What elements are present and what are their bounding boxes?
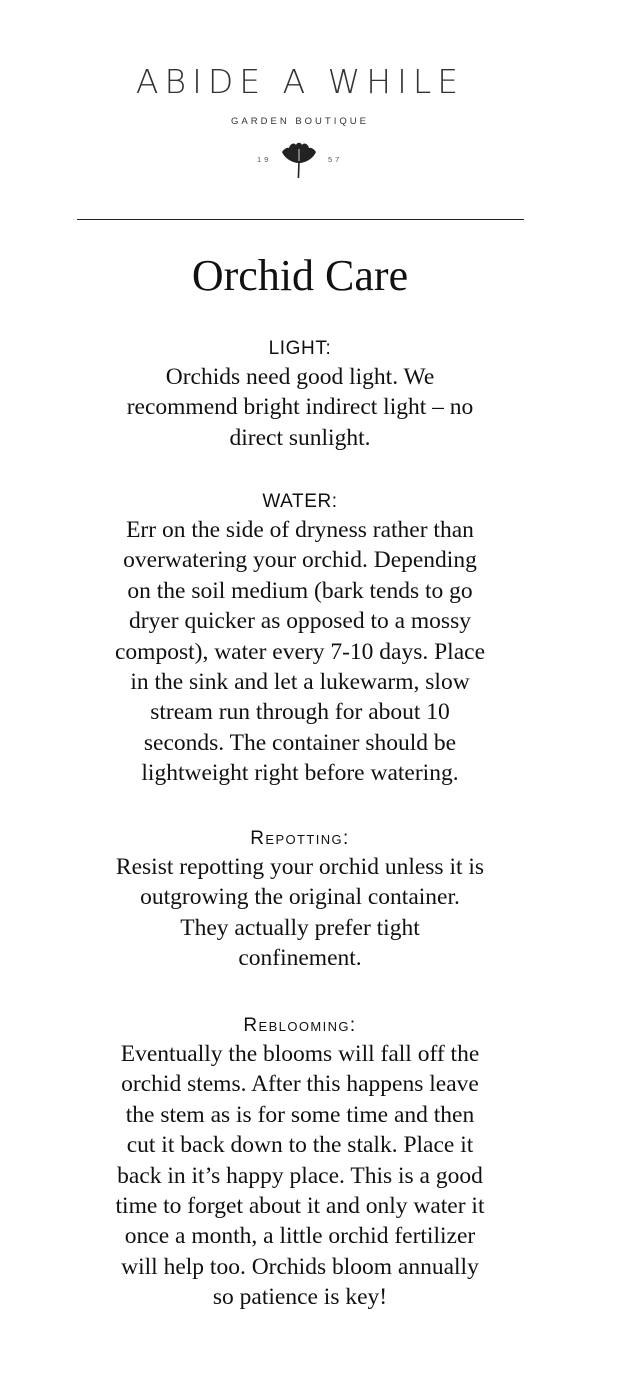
text-line: time to forget about it and only water it (115, 1193, 485, 1220)
brand-year-left: 19 (257, 155, 272, 164)
section-reblooming (80, 1013, 520, 1313)
text-line: outgrowing the original container. (140, 884, 460, 911)
text-line: orchid stems. After this happens leave (121, 1071, 479, 1098)
ginkgo-leaf-icon (281, 141, 317, 179)
section-water (80, 489, 520, 789)
text-line: stream run through for about 10 (150, 699, 450, 726)
text-line: confinement. (238, 945, 362, 972)
text-line: seconds. The container should be (143, 729, 457, 756)
page-title: Orchid Care (191, 251, 409, 300)
text-line: lightweight right before watering. (141, 760, 459, 787)
section-repotting (80, 826, 520, 974)
section-heading-water: WATER: (262, 491, 338, 512)
section-heading-repotting: Repotting: (250, 828, 350, 849)
brand-tagline: GARDEN BOUTIQUE (231, 116, 369, 127)
text-line: overwatering your orchid. Depending (123, 547, 477, 574)
brand-name: ABIDE A WHILE (135, 62, 465, 101)
text-line: Orchids need good light. We (165, 364, 435, 390)
section-heading-reblooming: Reblooming: (243, 1015, 357, 1036)
text-line: Err on the side of dryness rather than (126, 517, 474, 543)
text-line: the stem as is for some time and then (125, 1101, 475, 1128)
text-line: will help too. Orchids bloom annually (121, 1253, 479, 1280)
text-line: back in it’s happy place. This is a good (117, 1162, 483, 1189)
text-line: so patience is key! (212, 1284, 388, 1311)
section-light (80, 336, 520, 453)
text-line: dryer quicker as opposed to a mossy (129, 608, 471, 635)
brand-header (0, 0, 622, 222)
text-line: in the sink and let a lukewarm, slow (130, 669, 470, 696)
text-line: once a month, a little orchid fertilizer (124, 1223, 476, 1250)
section-text-reblooming (80, 1039, 520, 1313)
section-heading-light: LIGHT: (268, 338, 332, 359)
text-line: They actually prefer tight (180, 914, 420, 941)
brand-year-right: 57 (328, 155, 343, 164)
text-line: compost), water every 7-10 days. Place (115, 638, 485, 665)
text-line: direct sunlight. (229, 424, 371, 451)
header-divider (77, 219, 524, 220)
text-line: Eventually the blooms will fall off the (120, 1041, 480, 1067)
text-line: recommend bright indirect light – no (126, 394, 474, 421)
text-line: Resist repotting your orchid unless it is (115, 854, 485, 880)
section-text-light (80, 362, 520, 453)
text-line: cut it back down to the stalk. Place it (126, 1132, 474, 1159)
section-text-water (80, 515, 520, 789)
section-text-repotting (80, 852, 520, 974)
text-line: on the soil medium (bark tends to go (127, 577, 473, 604)
